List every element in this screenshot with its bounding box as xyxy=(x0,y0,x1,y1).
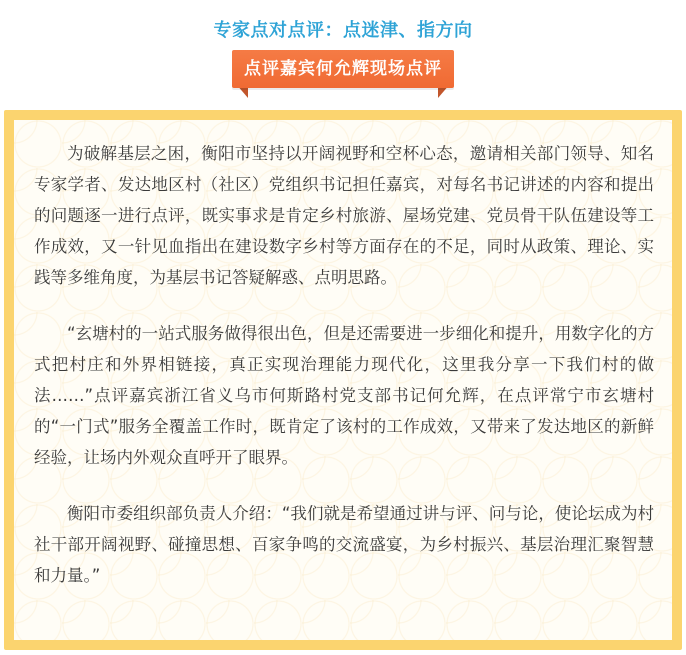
article-panel xyxy=(14,120,672,640)
section-title: 专家点对点评：点迷津、指方向 xyxy=(213,20,473,41)
ribbon-label: 点评嘉宾何允辉现场点评 xyxy=(244,59,442,79)
paragraph: 为破解基层之困，衡阳市坚持以开阔视野和空杯心态，邀请相关部门领导、知名专家学者、发达地区村（社区）党组织书记担任嘉宾，对每名书记讲述的内容和提出的问题逐一进行点评，既实事求是肯定乡村旅游、屋场党建、党员骨干队伍建设等工作成效，又一针见血指出在建设数字乡村等方面存在的不足，同时从政策、理论、实践等多维角度，为基层书记答疑解惑、点明思路。 xyxy=(34,144,654,287)
paragraph: 衡阳市委组织部负责人介绍：“我们就是希望通过讲与评、问与论，使论坛成为村社干部开阔视野、碰撞思想、百家争鸣的交流盛宴，为乡村振兴、基层治理汇聚智慧和力量。” xyxy=(34,504,654,585)
article-body xyxy=(34,138,654,616)
article-frame xyxy=(4,110,682,650)
paragraph: “玄塘村的一站式服务做得很出色，但是还需要进一步细化和提升，用数字化的方式把村庄和外界相链接，真正实现治理能力现代化，这里我分享一下我们村的做法……”点评嘉宾浙江省义乌市何斯路村党支部书记何允辉，在点评常宁市玄塘村的“一门式”服务全覆盖工作时，既肯定了该村的工作成效，又带来了发达地区的新鲜经验，让场内外观众直呼开了眼界。 xyxy=(34,324,654,467)
ribbon-band xyxy=(232,50,454,88)
speaker-ribbon xyxy=(232,50,454,100)
